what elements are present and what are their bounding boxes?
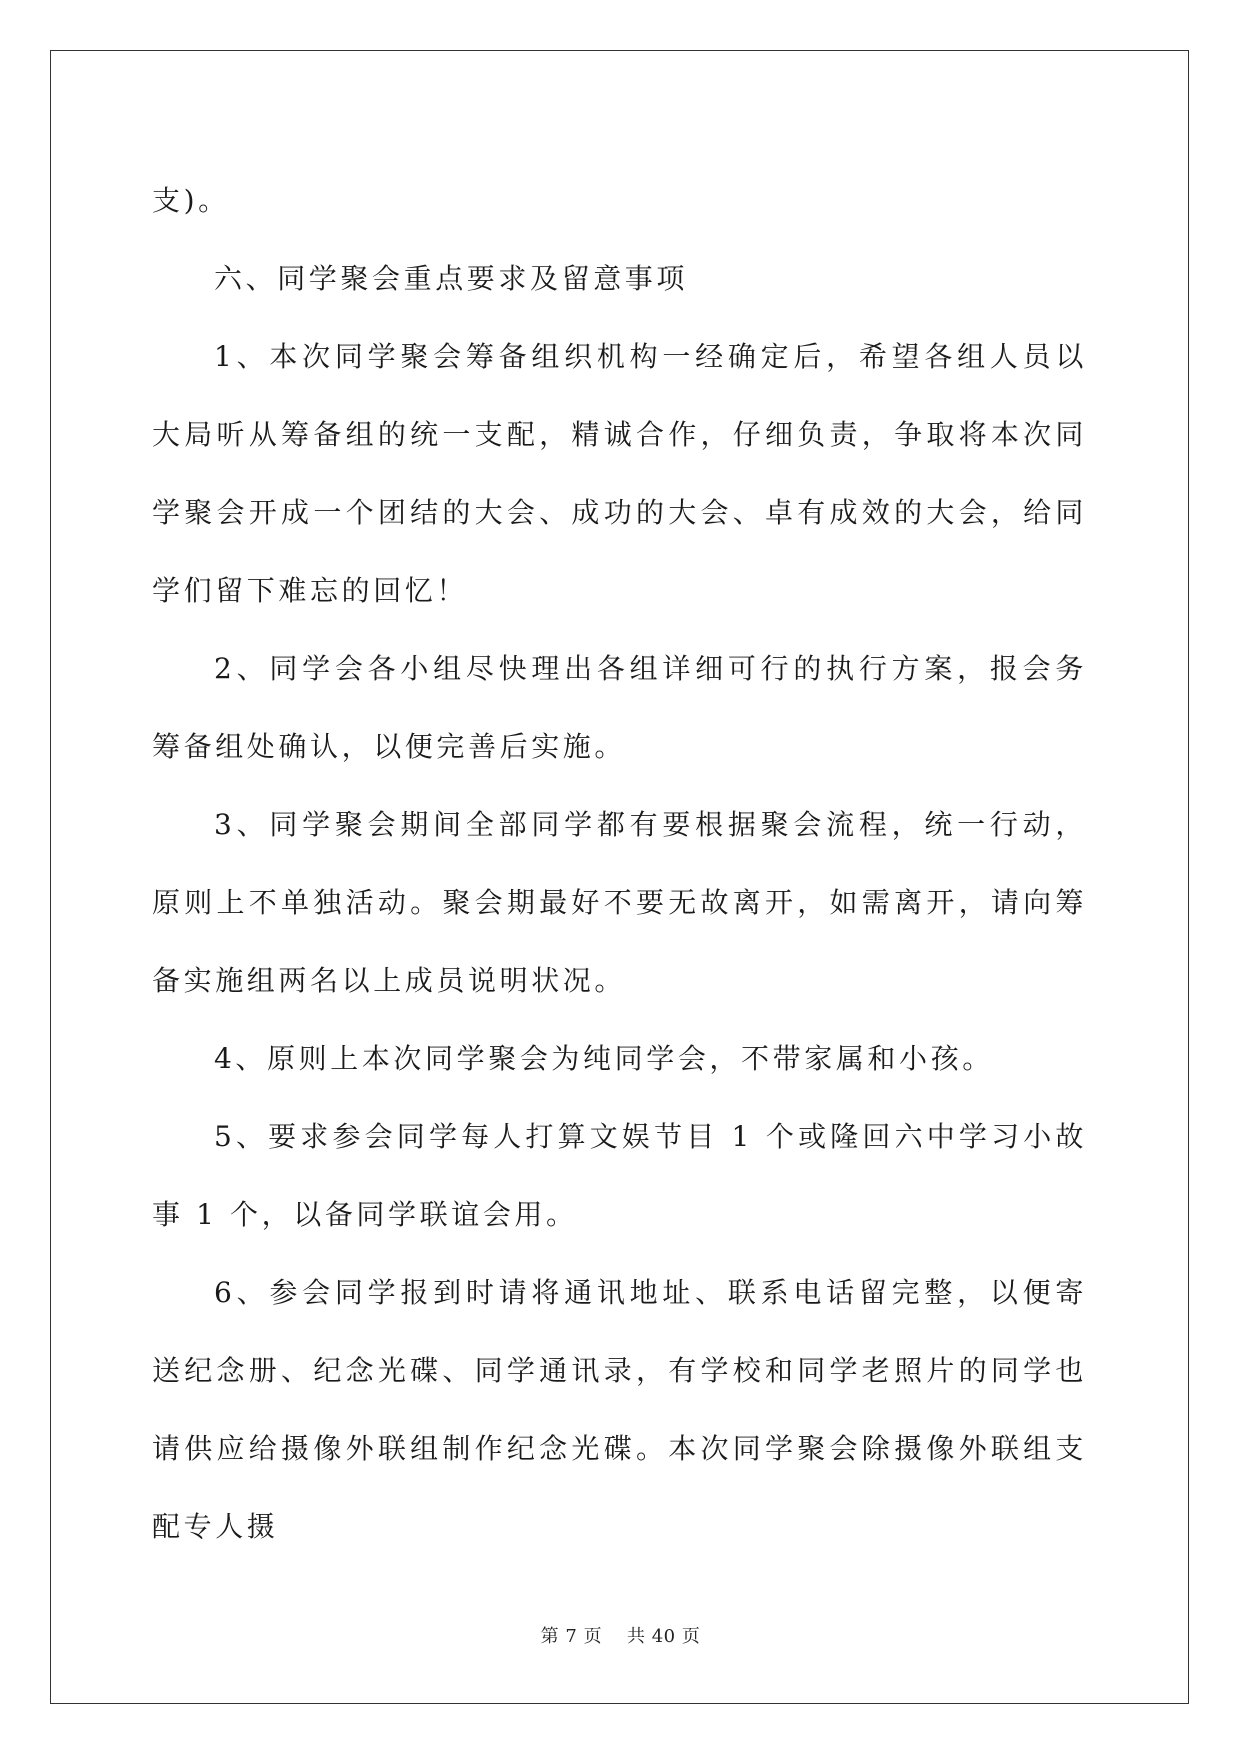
page-number: 第 7 页 xyxy=(540,1626,603,1647)
section-heading: 六、同学聚会重点要求及留意事项 xyxy=(214,262,689,295)
paragraph-item-5: 5、要求参会同学每人打算文娱节目 1 个或隆回六中学习小故事 1 个，以备同学联谊会用。 xyxy=(152,1120,1087,1231)
page-total: 共 40 页 xyxy=(626,1626,701,1647)
paragraph-item-4: 4、原则上本次同学聚会为纯同学会，不带家属和小孩。 xyxy=(214,1042,994,1075)
paragraph-continuation: 支)。 xyxy=(152,184,230,217)
document-body xyxy=(152,162,1087,1566)
paragraph-item-1: 1、本次同学聚会筹备组织机构一经确定后，希望各组人员以大局听从筹备组的统一支配，精诚合作，仔细负责，争取将本次同学聚会开成一个团结的大会、成功的大会、卓有成效的大会，给同学们留下难忘的回忆！ xyxy=(152,340,1087,607)
paragraph-item-2: 2、同学会各小组尽快理出各组详细可行的执行方案，报会务筹备组处确认，以便完善后实施。 xyxy=(152,652,1087,763)
page-footer xyxy=(0,1622,1241,1648)
paragraph-item-6: 6、参会同学报到时请将通讯地址、联系电话留完整，以便寄送纪念册、纪念光碟、同学通讯录，有学校和同学老照片的同学也请供应给摄像外联组制作纪念光碟。本次同学聚会除摄像外联组支配专人摄 xyxy=(152,1276,1087,1543)
footer-spacer xyxy=(602,1626,627,1647)
paragraph-item-3: 3、同学聚会期间全部同学都有要根据聚会流程，统一行动，原则上不单独活动。聚会期最好不要无故离开，如需离开，请向筹备实施组两名以上成员说明状况。 xyxy=(152,808,1087,997)
